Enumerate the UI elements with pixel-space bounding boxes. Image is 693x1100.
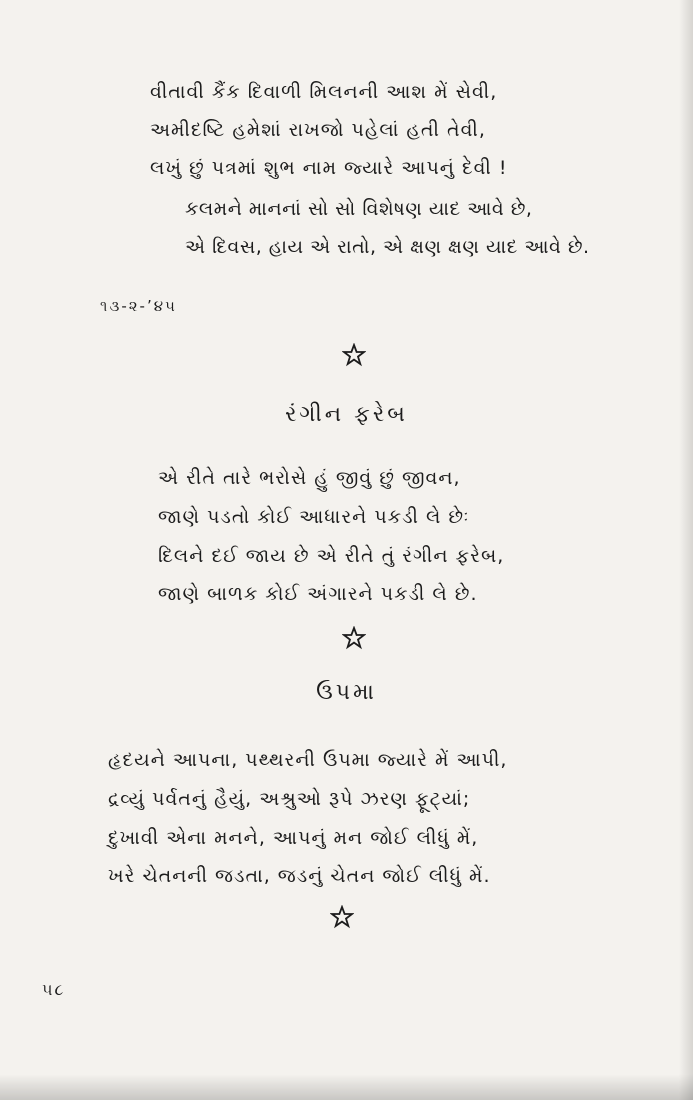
poem3-line-3: દુખાવી એના મનને, આપનું મન જોઈ લીધું મેં, — [108, 827, 479, 849]
stanza1-line-1: વીતાવી કૈંક દિવાળી મિલનની આશ મેં સેવી, — [150, 81, 498, 103]
poem2-line-2: જાણે પડતો કોઈ આધારને પકડી લે છેઃ — [158, 506, 470, 528]
star-icon — [342, 626, 366, 650]
poem3-line-4: ખરે ચેતનની જડતા, જડનું ચેતન જોઈ લીધું મેં. — [108, 865, 491, 887]
poem2-line-1: એ રીતે તારે ભરોસે હું જીવું છું જીવન, — [158, 467, 461, 489]
stanza1-line-4: કલમને માનનાં સો સો વિશેષણ યાદ આવે છે, — [185, 198, 533, 220]
star-icon — [342, 343, 366, 367]
stanza1-line-5: એ દિવસ, હાય એ રાતો, એ ક્ષણ ક્ષણ યાદ આવે છે. — [185, 236, 590, 258]
page-number: ૫૮ — [42, 980, 66, 999]
poem-date: ૧૩-૨-’૪૫ — [100, 297, 177, 315]
page-bottom-fold — [0, 1074, 693, 1100]
poem2-line-3: દિલને દઈ જાય છે એ રીતે તું રંગીન ફરેબ, — [158, 545, 505, 567]
poem3-line-2: દ્રવ્યું પર્વતનું હૈયું, અશ્રુઓ રૂપે ઝરણ ફૂટ્યાં; — [108, 788, 471, 810]
page-edge-shadow — [679, 0, 693, 1100]
stanza1-line-2: અમીદષ્ટિ હમેશાં રાખજો પહેલાં હતી તેવી, — [150, 119, 486, 141]
star-icon — [330, 905, 354, 929]
poem3-line-1: હૃદયને આપના, પથ્થરની ઉપમા જ્યારે મેં આપી, — [108, 749, 508, 771]
poem-title-upma: ઉપમા — [316, 680, 377, 705]
poem2-line-4: જાણે બાળક કોઈ અંગારને પકડી લે છે. — [158, 583, 478, 605]
poem-title-rangin-fareb: રંગીન ફરેબ — [285, 402, 408, 427]
stanza1-line-3: લખું છું પત્રમાં શુભ નામ જ્યારે આપનું દેવી ! — [150, 157, 508, 179]
